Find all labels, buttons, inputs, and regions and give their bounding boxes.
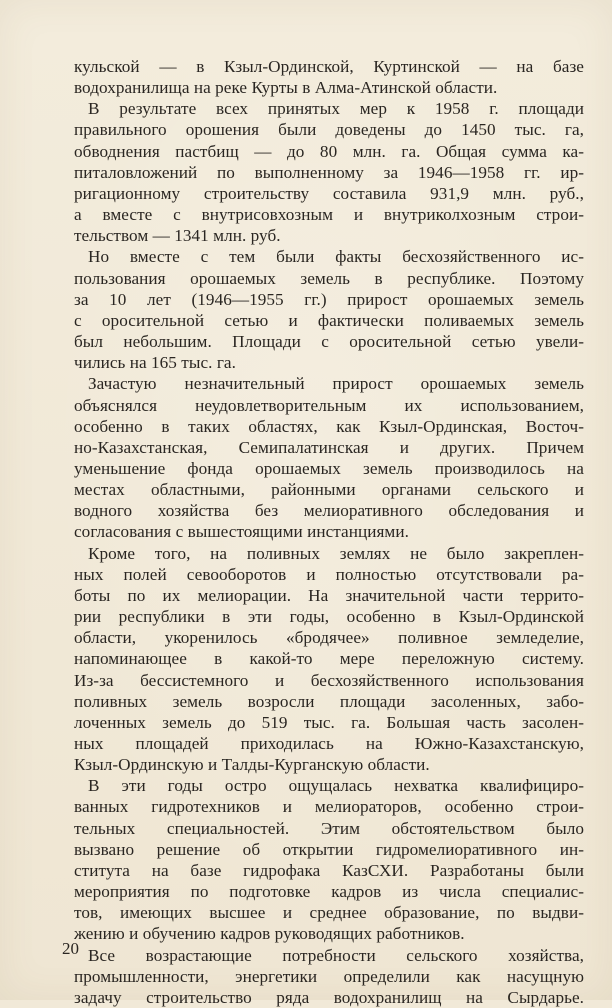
text-line: вызвано решение об открытии гидромелиоративного ин- (74, 839, 584, 859)
paragraph-1 (74, 56, 584, 98)
text-line: рии республики в эти годы, особенно в Кзыл-Ординской (74, 607, 584, 627)
text-line: В эти годы остро ощущалась нехватка квалифициро- (88, 776, 584, 796)
text-line: ных полей севооборотов и полностью отсутствовали ра- (74, 564, 584, 584)
text-line: местах областными, районными органами сельского и (74, 480, 584, 500)
text-line: Кроме того, на поливных землях не было закреплен- (88, 543, 584, 563)
paragraph-4 (74, 373, 584, 542)
paragraph-6 (74, 775, 584, 944)
text-line: пользования орошаемых земель в республике. Поэтому (74, 268, 584, 288)
text-line: за 10 лет (1946—1955 гг.) прирост орошаемых земель (74, 289, 584, 309)
text-line: водохранилища на реке Курты в Алма-Атинской области. (74, 78, 498, 98)
paragraph-5 (74, 543, 584, 776)
text-line: питаловложений по выполненному за 1946—1958 гг. ир- (74, 162, 584, 182)
text-line: кульской — в Кзыл-Ординской, Куртинской — на базе (74, 57, 584, 76)
text-line: тельством — 1341 млн. руб. (74, 226, 281, 246)
text-line: боты по их мелиорации. На значительной части террито- (74, 585, 584, 605)
text-line: Все возрастающие потребности сельского хозяйства, (88, 945, 584, 965)
text-line: поливных земель возросли площади засоленных, забо- (74, 691, 584, 711)
text-line: В результате всех принятых мер к 1958 г. площади (88, 99, 584, 119)
text-line: ригационному строительству составила 931,9 млн. руб., (74, 183, 584, 203)
text-line: области, укоренилось «бродячее» поливное земледелие, (74, 628, 584, 648)
text-line: уменьшение фонда орошаемых земель производилось на (74, 458, 584, 478)
text-line: ванных гидротехников и мелиораторов, особенно строи- (74, 797, 584, 817)
text-line: правильного орошения были доведены до 1450 тыс. га, (74, 120, 584, 140)
text-line: тельных специальностей. Этим обстоятельством было (74, 818, 584, 838)
text-line: особенно в таких областях, как Кзыл-Ординская, Восточ- (74, 416, 584, 436)
text-line: жению и обучению кадров руководящих работников. (74, 924, 465, 944)
text-line: задачу строительство ряда водохранилищ на Сырдарье. (74, 987, 584, 1007)
text-line: промышленности, энергетики определили как насущную (74, 966, 584, 986)
text-line: был небольшим. Площади с оросительной сетью увели- (74, 332, 584, 352)
text-line: Но вместе с тем были факты бесхозяйственного ис- (88, 247, 584, 267)
text-line: ных площадей приходилась на Южно-Казахстанскую, (74, 734, 584, 753)
text-line: Из-за бессистемного и бесхозяйственного использования (74, 670, 584, 690)
text-line: мероприятия по подготовке кадров из числа специалис- (74, 882, 584, 902)
text-line: лоченных земель до 519 тыс. га. Большая часть засолен- (74, 712, 584, 732)
paragraph-3 (74, 246, 584, 373)
text-line: обводнения пастбищ — до 80 млн. га. Общая сумма ка- (74, 141, 584, 161)
text-line: ститута на базе гидрофака КазСХИ. Разработаны были (74, 860, 584, 880)
text-line: согласования с вышестоящими инстанциями. (74, 522, 409, 542)
text-line: Зачастую незначительный прирост орошаемых земель (88, 374, 584, 394)
text-line: объяснялся неудовлетворительным их использованием, (74, 395, 584, 415)
text-line: водного хозяйства без мелиоративного обследования и (74, 501, 584, 521)
paragraph-7 (74, 945, 584, 1008)
text-line: с оросительной сетью и фактически поливаемых земель (74, 310, 584, 330)
paragraph-2 (74, 98, 584, 246)
page-number: 20 (62, 939, 79, 958)
text-line: но-Казахстанская, Семипалатинская и других. Причем (74, 437, 584, 457)
text-line: а вместе с внутрисовхозным и внутриколхозным строи- (74, 205, 584, 225)
page-text (74, 56, 584, 1008)
text-line: напоминающее в какой-то мере переложную систему. (74, 649, 584, 669)
text-line: тов, имеющих высшее и среднее образование, по выдви- (74, 903, 584, 923)
text-line: Кзыл-Ординскую и Талды-Курганскую области. (74, 755, 430, 775)
text-line: чились на 165 тыс. га. (74, 353, 236, 373)
